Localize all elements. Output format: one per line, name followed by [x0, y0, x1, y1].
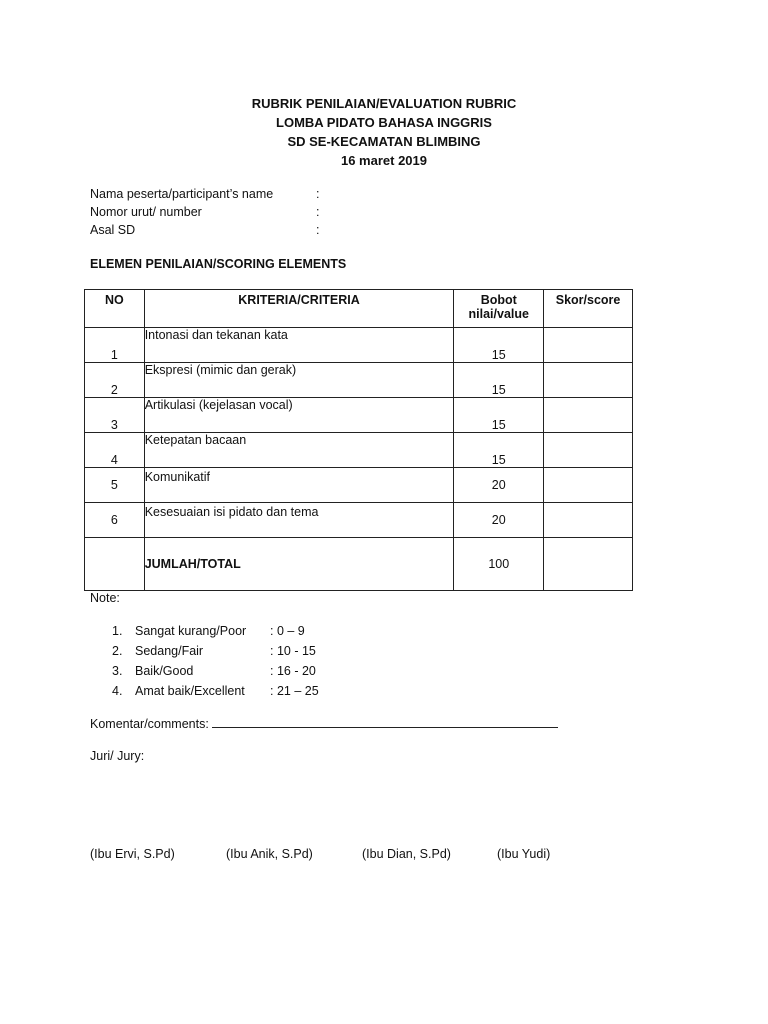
scale-number: 3.	[112, 664, 123, 678]
row-criteria: Komunikatif	[144, 468, 454, 503]
comment-label: Komentar/comments:	[90, 717, 209, 731]
total-number-cell	[85, 538, 145, 591]
scale-number: 1.	[112, 624, 123, 638]
row-score-cell[interactable]	[544, 503, 633, 538]
judge-signature-2: (Ibu Anik, S.Pd)	[226, 847, 313, 861]
comment-field	[90, 715, 558, 731]
total-weight: 100	[454, 538, 544, 591]
scoring-table	[84, 289, 633, 591]
participant-name-field	[90, 186, 320, 203]
comment-input-line[interactable]	[212, 715, 558, 728]
participant-name-label: Nama peserta/participant’s name	[90, 187, 274, 201]
event-date: 16 maret 2019	[340, 153, 427, 168]
row-weight: 15	[454, 328, 544, 363]
judge-signature-1: (Ibu Ervi, S.Pd)	[90, 847, 175, 861]
table-row	[85, 433, 633, 468]
row-criteria: Ketepatan bacaan	[144, 433, 454, 468]
judge-signature-3: (Ibu Dian, S.Pd)	[362, 847, 451, 861]
total-label: JUMLAH/TOTAL	[144, 538, 454, 591]
total-score-cell[interactable]	[544, 538, 633, 591]
scale-range: : 21 – 25	[270, 684, 319, 698]
scale-range: : 0 – 9	[270, 624, 305, 638]
row-weight: 15	[454, 363, 544, 398]
scale-label: Amat baik/Excellent	[135, 684, 245, 698]
row-score-cell[interactable]	[544, 433, 633, 468]
row-number: 6	[85, 503, 145, 538]
row-weight: 20	[454, 468, 544, 503]
competition-name: LOMBA PIDATO BAHASA INGGRIS	[276, 115, 492, 130]
scale-range: : 16 - 20	[270, 664, 316, 678]
row-criteria: Ekspresi (mimic dan gerak)	[144, 363, 454, 398]
row-number: 5	[85, 468, 145, 503]
row-number: 1	[85, 328, 145, 363]
row-weight: 15	[454, 433, 544, 468]
table-row	[85, 398, 633, 433]
jury-label: Juri/ Jury:	[90, 749, 145, 763]
row-criteria: Intonasi dan tekanan kata	[144, 328, 454, 363]
scale-number: 2.	[112, 644, 123, 658]
school-scope: SD SE-KECAMATAN BLIMBING	[287, 134, 481, 149]
scale-range: : 10 - 15	[270, 644, 316, 658]
header-no: NO	[85, 290, 145, 328]
school-origin-field	[90, 222, 320, 239]
participant-number-colon: :	[316, 205, 320, 219]
header-weight-line1: Bobot	[480, 293, 517, 307]
row-score-cell[interactable]	[544, 398, 633, 433]
row-number: 3	[85, 398, 145, 433]
row-number: 4	[85, 433, 145, 468]
note-title: Note:	[90, 591, 120, 605]
judge-signature-4: (Ibu Yudi)	[497, 847, 551, 861]
table-header-row	[85, 290, 633, 328]
row-score-cell[interactable]	[544, 363, 633, 398]
document-title: RUBRIK PENILAIAN/EVALUATION RUBRIC	[251, 96, 517, 111]
row-criteria: Kesesuaian isi pidato dan tema	[144, 503, 454, 538]
table-row	[85, 503, 633, 538]
header-weight-line2: nilai/value	[468, 307, 529, 321]
row-score-cell[interactable]	[544, 328, 633, 363]
scale-label: Baik/Good	[135, 664, 194, 678]
school-origin-label: Asal SD	[90, 223, 136, 237]
total-row	[85, 538, 633, 591]
school-origin-colon: :	[316, 223, 320, 237]
section-title: ELEMEN PENILAIAN/SCORING ELEMENTS	[90, 257, 347, 271]
row-weight: 15	[454, 398, 544, 433]
header-criteria: KRITERIA/CRITERIA	[144, 290, 454, 328]
participant-number-field	[90, 204, 320, 221]
row-score-cell[interactable]	[544, 468, 633, 503]
table-row	[85, 363, 633, 398]
table-row	[85, 468, 633, 503]
scale-label: Sangat kurang/Poor	[135, 624, 247, 638]
row-criteria: Artikulasi (kejelasan vocal)	[144, 398, 454, 433]
header-score: Skor/score	[544, 290, 633, 328]
row-weight: 20	[454, 503, 544, 538]
scale-label: Sedang/Fair	[135, 644, 204, 658]
participant-number-label: Nomor urut/ number	[90, 205, 202, 219]
header-weight	[454, 290, 544, 328]
scale-number: 4.	[112, 684, 123, 698]
table-row	[85, 328, 633, 363]
participant-name-colon: :	[316, 187, 320, 201]
row-number: 2	[85, 363, 145, 398]
